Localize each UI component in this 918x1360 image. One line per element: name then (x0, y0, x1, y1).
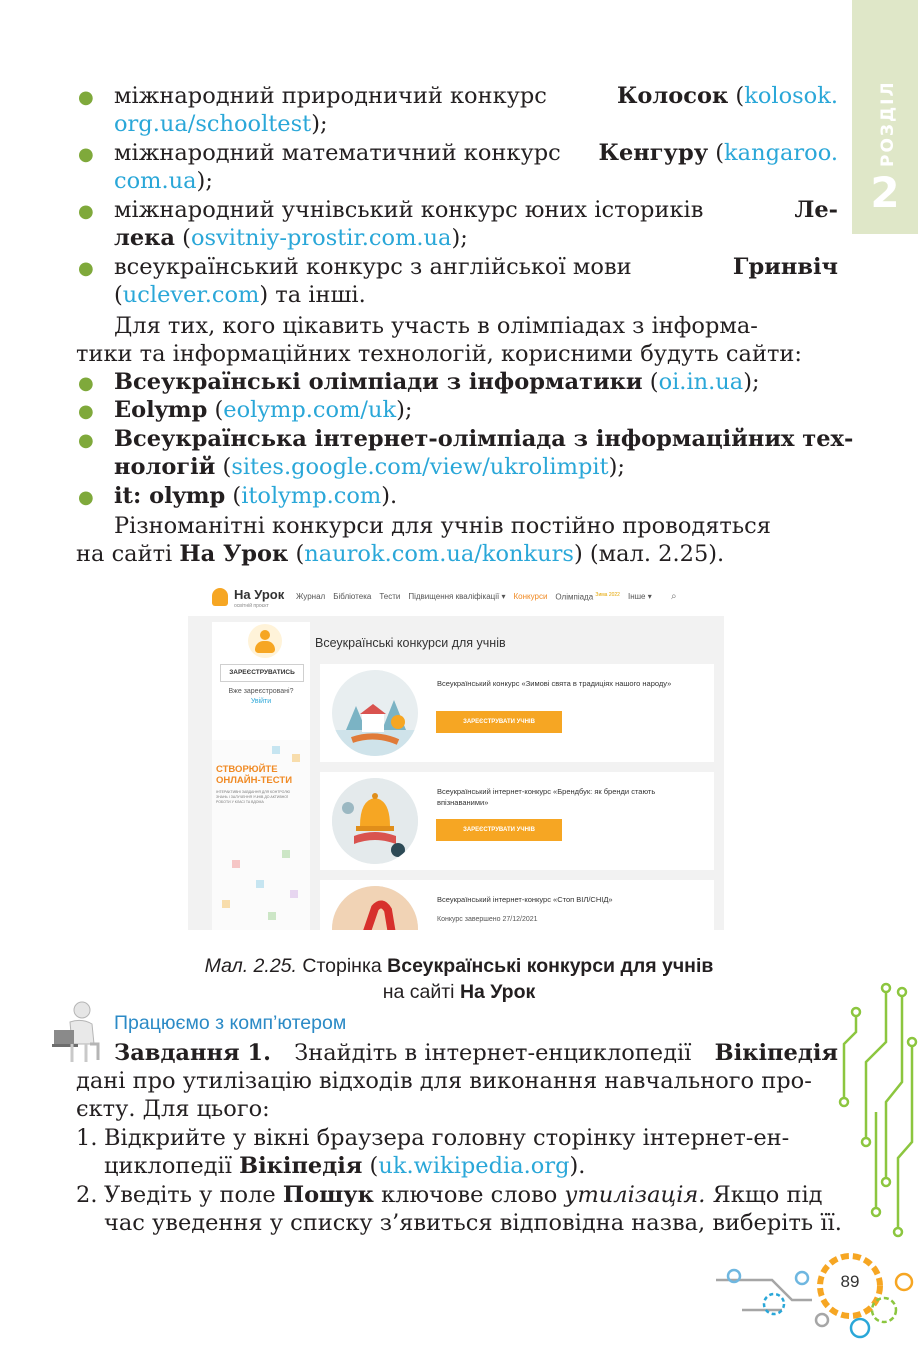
step-number: 2. (76, 1182, 98, 1208)
nav-qualification[interactable]: Підвищення кваліфікації ▾ (408, 592, 506, 601)
bullet-icon (78, 398, 94, 426)
avatar (248, 624, 282, 658)
naurok-link[interactable]: naurok.com.ua/konkurs (304, 541, 574, 567)
register-button[interactable]: ЗАРЕЄСТРУВАТИСЬ (220, 664, 304, 682)
left-sidebar (212, 622, 310, 930)
itolymp-link[interactable]: itolymp.com (241, 483, 382, 509)
nav-library[interactable]: Бібліотека (333, 592, 372, 601)
register-students-button[interactable]: ЗАРЕЄСТРУВАТИ УЧНІВ (436, 819, 562, 841)
site-header (188, 580, 724, 616)
bullet-icon (78, 370, 94, 398)
paragraph: Для тих, кого цікавить участь в олімпіадах з інформа- (114, 313, 758, 339)
eolymp-link[interactable]: eolymp.com/uk (223, 397, 397, 423)
contest-title[interactable]: Всеукраїнський інтернет-конкурс «Брендбук: як бренди стають впізнаваними» (437, 787, 656, 807)
oi-link[interactable]: oi.in.ua (658, 369, 744, 395)
contest-card (320, 772, 714, 870)
bullet-icon (78, 84, 94, 112)
list-item: Eolymp (eolymp.com/uk); (114, 397, 413, 423)
bullet-icon (78, 427, 94, 455)
search-icon[interactable]: ⌕ (671, 591, 677, 602)
list-item: it: olymp (itolymp.com). (114, 483, 398, 509)
page-number: 89 (840, 1272, 860, 1291)
ukrolimpit-link[interactable]: sites.google.com/view/ukrolimpit (231, 454, 609, 480)
bell-logo-icon (212, 588, 228, 606)
naurok-screenshot (188, 580, 724, 930)
paragraph: тики та інформаційних технологій, корисними будуть сайти: (76, 341, 802, 367)
register-students-button[interactable]: ЗАРЕЄСТРУВАТИ УЧНІВ (436, 711, 562, 733)
login-link[interactable]: Увійти (250, 698, 272, 705)
contest-card (320, 664, 714, 762)
figure-caption: Мал. 2.25. Сторінка Всеукраїнські конкурси для учнів (204, 955, 714, 977)
list-item: міжнародний математичний конкурс Кенгуру (kangaroo. (114, 140, 838, 166)
step-text: Відкрийте у вікні браузера головну сторінку інтернет-ен- (104, 1125, 790, 1151)
kangaroo-link[interactable]: kangaroo. (724, 140, 838, 166)
site-logo[interactable]: На Урок (234, 587, 285, 602)
bullet-icon (78, 141, 94, 169)
contest-card (320, 880, 714, 930)
step-text: циклопедії Вікіпедія (uk.wikipedia.org). (104, 1153, 586, 1179)
winter-image (332, 670, 418, 756)
list-item: всеукраїнський конкурс з англійської мови Гринвіч (114, 254, 838, 280)
kolosok-link-cont[interactable]: org.ua/schooltest (114, 111, 312, 137)
aids-ribbon-image (332, 886, 418, 930)
nav-tests[interactable]: Тести (379, 592, 401, 601)
list-item: Всеукраїнська інтернет-олімпіада з інформаційних тех- (114, 426, 854, 452)
person-at-computer-icon (52, 1000, 100, 1064)
wikipedia-link[interactable]: uk.wikipedia.org (378, 1153, 570, 1179)
figure-caption-line2: на сайті На Урок (382, 981, 536, 1003)
promo-banner[interactable] (212, 740, 310, 930)
nav-contests[interactable]: Конкурси (513, 592, 548, 601)
promo-title: СТВОРЮЙТЕ ОНЛАЙН-ТЕСТИ (216, 764, 293, 786)
paragraph: Різноманітні конкурси для учнів постійно проводяться (114, 513, 771, 539)
nav-other[interactable]: Інше ▾ (627, 592, 652, 601)
gears-decoration-icon (712, 1240, 918, 1350)
site-nav (296, 592, 652, 602)
list-item: міжнародний учнівський конкурс юних істориків Ле- (114, 197, 838, 223)
kolosok-link[interactable]: kolosok. (744, 83, 838, 109)
kangaroo-link-cont[interactable]: com.ua (114, 168, 197, 194)
circuit-decoration-icon (836, 982, 918, 1282)
task-text: Завдання 1. Знайдіть в інтернет-енциклопедії Вікіпедія (114, 1040, 838, 1066)
list-item: Всеукраїнські олімпіади з інформатики (oi.in.ua); (114, 369, 760, 395)
bullet-icon (78, 484, 94, 512)
chapter-tab (852, 0, 918, 234)
contest-title[interactable]: Всеукраїнський конкурс «Зимові свята в традиціях нашого народу» (437, 679, 672, 688)
uclever-link[interactable]: uclever.com (122, 282, 260, 308)
contest-title[interactable]: Всеукраїнський інтернет-конкурс «Стоп ВІЛ/СНІД» (437, 895, 613, 904)
step-number: 1. (76, 1125, 98, 1151)
task-text: єкту. Для цього: (76, 1096, 270, 1122)
promo-description: ІНТЕРАКТИВНІ ЗАВДАННЯ ДЛЯ КОНТРОЛЮ ЗНАНЬ І ЗАЛУЧЕННЯ УЧНІВ ДО АКТИВНОЇ РОБОТИ У КЛАСІ ТА ВДОМА (216, 790, 291, 804)
chapter-number: 2 (870, 168, 900, 217)
olympiad-badge: Зима 2022 (595, 592, 620, 598)
brandbook-image (332, 778, 418, 864)
bullet-icon (78, 255, 94, 283)
task-text: дані про утилізацію відходів для виконання навчального про- (76, 1068, 812, 1094)
site-logo-sub: освітній проєкт (234, 603, 269, 609)
nav-journal[interactable]: Журнал (296, 592, 326, 601)
contests-heading: Всеукраїнські конкурси для учнів (315, 636, 506, 650)
step-text: Уведіть у поле Пошук ключове слово утилізація. Якщо під (104, 1182, 823, 1208)
section-title: Працюємо з комп’ютером (114, 1012, 347, 1034)
chapter-label: РОЗДІЛ (878, 80, 898, 168)
bullet-icon (78, 198, 94, 226)
step-text: час уведення у списку з’явиться відповідна назва, виберіть її. (104, 1210, 842, 1236)
paragraph: на сайті На Урок (naurok.com.ua/konkurs) (мал. 2.25). (76, 541, 725, 567)
nav-olympiad[interactable]: Олімпіада $^{Зима 2022}$ (555, 592, 620, 602)
contest-status: Конкурс завершено 27/12/2021 (437, 916, 538, 923)
already-registered-text: Вже зареєстровані? (228, 688, 294, 695)
list-item: міжнародний природничий конкурс Колосок (kolosok. (114, 83, 838, 109)
osvitniy-link[interactable]: osvitniy-prostir.com.ua (190, 225, 452, 251)
